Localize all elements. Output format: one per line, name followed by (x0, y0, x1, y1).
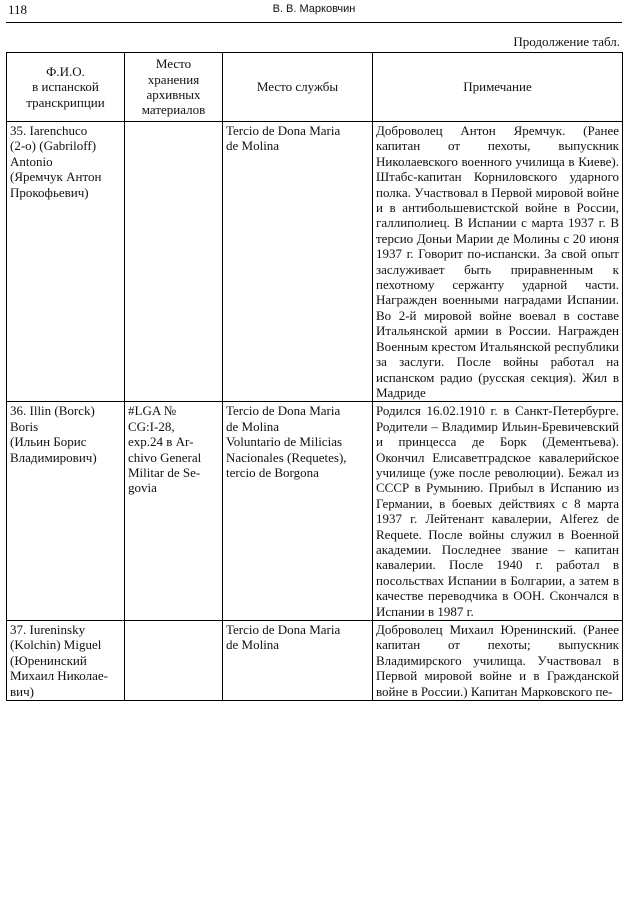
cell-line: #LGA № (128, 403, 177, 419)
cell-service (223, 621, 373, 701)
cell-line: Владимирович) (10, 449, 97, 465)
cell-line: Михаил Николае- (10, 668, 108, 684)
cell-service (223, 402, 373, 621)
cell-line: вич) (10, 683, 34, 699)
cell-name (7, 402, 125, 621)
cell-line: в испанской (32, 79, 99, 95)
cell-note: Доброволец Михаил Юренинский. (Ранее капитан от пехоты; выпускник Владимирского училища. Участвовал в Первой мировой войне и в Гражданской войне в России.) Капитан Марковского пе- (373, 621, 623, 701)
running-header (6, 0, 622, 23)
cell-archive (125, 621, 223, 701)
cell-line: 35. Iarenchuco (10, 123, 88, 138)
cell-line: 36. Illin (Borck) (10, 403, 95, 419)
cell-line: (Яремчук Антон (10, 169, 102, 185)
table-row (7, 122, 623, 402)
cell-line: Nacionales (Requetes), (226, 449, 347, 465)
table-row (7, 402, 623, 621)
cell-line: chivo General (128, 449, 202, 465)
table-continuation-label: Продолжение табл. (513, 34, 620, 49)
cell-note: Доброволец Антон Яремчук. (Ранее капитан от пехоты, выпускник Николаевского военного училища в Киеве). Штабс-капитан Корниловского ударного полка. Участвовал в Первой мировой войне и в антибольшевистской войне в России, галлиполиец. В Испании с марта 1937 г. В терсио Доньи Марии де Молины с 20 июня 1937 г. Говорит по-испански. За свой опыт заслуживает быть приравненным к пехотному сержанту ударной части. Награжден военными наградами Испании. Во 2-й мировой войне воевал в составе Итальянской армии в России. Награжден Военным крестом Итальянской республики за заслуги. После войны работал на испанском радио (русская секция). Жил в Мадриде (373, 122, 623, 402)
column-header-archive (125, 53, 223, 122)
cell-line: de Molina (226, 637, 280, 653)
cell-line: Boris (10, 418, 39, 434)
cell-line: Voluntario de Milicias (226, 434, 343, 450)
cell-archive (125, 122, 223, 402)
cell-line: Место службы (256, 79, 339, 95)
cell-name (7, 122, 125, 402)
cell-line: Ф.И.О. (46, 63, 85, 79)
cell-line: de Molina (226, 418, 280, 434)
table-row (7, 621, 623, 701)
cell-line: Antonio (10, 153, 53, 169)
cell-note: Родился 16.02.1910 г. в Санкт-Петербурге. Родители – Владимир Ильин-Бревичевский и принцесса де Борк (Дементьева). Окончил Елисаветградское кавалерийское училище (уже после революции). Бежал из СССР в Румынию. Прибыл в Испанию из Германии, в боевых действиях с 8 марта 1937 г. Лейтенант кавалерии, Alferez de Requete. После войны служил в Военной академии. Последнее звание – капитан кавалерии. После 1940 г. работал в посольствах Испании в Болгарии, а затем в качестве переводчика в ООН. Скончался в Испании в 1987 г. (373, 402, 623, 621)
cell-line: транскрипции (26, 94, 105, 110)
cell-line: (Ильин Борис (10, 434, 87, 450)
cell-line: Примечание (463, 79, 532, 95)
cell-line: (2-o) (Gabriloff) (10, 138, 97, 154)
page-number: 118 (8, 2, 28, 17)
cell-line: tercio de Borgona (226, 464, 319, 480)
column-header-name (7, 53, 125, 122)
cell-line: exp.24 в Ar- (128, 434, 194, 450)
running-title: В. В. Марковчин (272, 3, 356, 15)
cell-line: Прокофьевич) (10, 184, 89, 200)
cell-line: Место (155, 56, 192, 72)
cell-line: (Юренинский (10, 652, 87, 668)
cell-line: хранения (147, 71, 200, 87)
cell-line: материалов (141, 102, 206, 118)
cell-line: Tercio de Dona Maria (226, 123, 341, 138)
cell-line: (Kolchin) Miguel (10, 637, 102, 653)
cell-line: CG:I-28, (128, 418, 175, 434)
column-header-service (223, 53, 373, 122)
cell-line: 37. Iureninsky (10, 622, 86, 637)
table-header-row (7, 53, 623, 122)
cell-line: Militar de Se- (128, 464, 201, 480)
cell-archive (125, 402, 223, 621)
column-header-note (373, 53, 623, 122)
cell-line: Tercio de Dona Maria (226, 403, 341, 419)
officers-table (6, 52, 623, 701)
cell-service (223, 122, 373, 402)
cell-line: govia (128, 480, 157, 496)
cell-line: архивных (146, 87, 201, 102)
cell-line: Tercio de Dona Maria (226, 622, 341, 637)
cell-name (7, 621, 125, 701)
cell-line: de Molina (226, 138, 280, 154)
